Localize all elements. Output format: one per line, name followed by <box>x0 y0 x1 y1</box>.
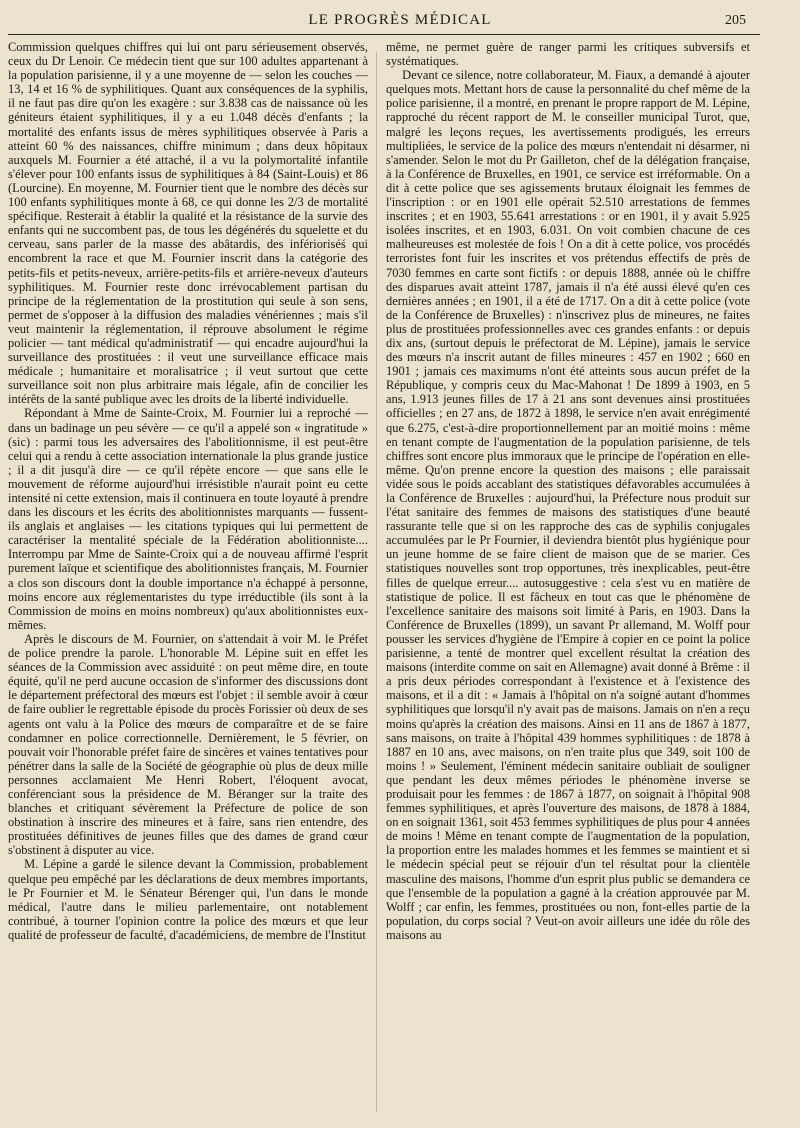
right-column <box>386 40 750 942</box>
paragraph: même, ne permet guère de ranger parmi les critiques subversifs et systématiques. <box>386 40 750 69</box>
journal-title: LE PROGRÈS MÉDICAL <box>308 12 492 28</box>
page-number: 205 <box>725 13 746 28</box>
paragraph: Commission quelques chiffres qui lui ont paru sérieusement observés, ceux du Dr Lenoir. Ce médecin tient que sur 100 adultes appartenant à la population parisienne, il y a une moyenne de — selon les couches — 13, 14 et 16 % de syphilitiques. Quant aux conséquences de la syphilis, il ne faut pas dire qu'on les exagère : sur 3.838 cas de naissance où les géniteurs étaient syphilitiques, il y a eu 1.048 décès d'enfants ; la mortalité des enfants issus de mères syphilitiques observée à Paris a atteint 60 % des naissances, chiffre minimum ; dans deux hôpitaux auxquels M. Fournier a été attaché, il a vu la polymortalité infantile s'élever pour 100 enfants issus de syphilitiques à 84 (Saint-Louis) et 86 (Lourcine). En moyenne, M. Fournier tient que le nombre des décès sur 100 enfants syphilitiques monte à 68, ce qui donne les 2/3 de mortalité spécifique. Resterait à établir la qualité et la résistance de la survie des enfants qui ne succombent pas, de tous les dégénérés du squelette et du cerveau, sans parler de la masse des abâtardis, des inférioriséś qui encombrent la race et que M. Fournier inscrit dans la catégorie des petits-fils et petits-neveux, arrière-petits-fils et arrière-neveux d'auteurs syphilitiques. M. Fournier reste donc irrévocablement partisan du principe de la réglementation de la prostitution qui seule à son sens, permet de s'opposer à la diffusion des maladies vénériennes ; mais s'il veut maintenir la réglementation, il réprouve absolument le régime policier — tant médical qu'administratif — qui encadre aujourd'hui la surveillance des prostituées : il veut une surveillance efficace mais médicale ; humanitaire et moralisatrice ; il veut surtout que cette surveillance soit non plus arbitraire mais légale, afin de concilier les intérêts de la santé publique avec les droits de la liberté individuelle. <box>8 40 368 407</box>
paragraph: Après le discours de M. Fournier, on s'attendait à voir M. le Préfet de police prendre la parole. L'honorable M. Lépine suit en effet les séances de la Commission avec assiduité : on peut même dire, en toute équité, qu'il ne perd aucune occasion de s'informer des discussions dont le département préfectoral des mœurs est l'objet : il semble avoir à cœur de faire oublier le regrettable épisode du procès Forissier où deux de ses agents ont valu à la Police des mœurs de comparaître et de se faire condamner en police correctionnelle. Dernièrement, le 5 février, on pouvait voir l'honorable préfet faire de sincères et vaines tentatives pour pénétrer dans la salle de la Société de géographie où plus de deux mille personnes acclamaient Me Henri Robert, l'éloquent avocat, conférenciant sous la présidence de M. Béranger sur la traite des blanches et critiquant sévèrement la Préfecture de police de son obstination à inscrire des mineures et à faire, sans rien entendre, des prostituées définitives de jeunes filles que des dames de grand cœur s'obstinent à disputer au vice. <box>8 631 368 858</box>
paragraph: M. Lépine a gardé le silence devant la Commission, probablement quelque peu empêché par les déclarations de deux membres importants, le Pr Fournier et M. le Sénateur Bérenger qui, l'un dans le monde médical, l'autre dans le milieu parlementaire, ont notablement contribué, à tourner l'opinion contre la police des mœurs et que leur qualité de professeur de faculté, d'académiciens, de membre de l'Institut <box>8 857 368 942</box>
page-header <box>0 10 800 32</box>
paragraph: Répondant à Mme de Sainte-Croix, M. Fournier lui a reproché — dans un badinage un peu sévère — ce qu'il a appelé son « ingratitude » (sic) : parmi tous les adversaires des l'abolitionnisme, il est peut-être celui qui a rendu à cette association internationale la plus grande justice ; il a dit jusqu'à dire — ce qu'il répète encore — que sans elle le mouvement de réforme aujourd'hui irrésistible n'aurait point eu cette intensité ni cette extension, mais il continuera en toute loyauté à prendre dans les discours et les écrits des abolitionnistes marquants — fussent-ils anglais et anglaises — les citations typiques qui lui permettent de caractériser la mentalité spéciale de la Fédération abolitionniste.... Interrompu par Mme de Sainte-Croix qui a de nouveau affirmé l'esprit purement laïque et scientifique des abolitionnistes français, M. Fournier a clos son discours dont la double importance n'a échappé à personne, moins encore aux réglementaristes du type irréductible (ils sont à la Commission de moins en moins nombreux) qu'aux abolitionnistes eux-mêmes. <box>8 406 368 632</box>
left-column <box>8 40 368 942</box>
paragraph: Devant ce silence, notre collaborateur, M. Fiaux, a demandé à ajouter quelques mots. Mettant hors de cause la personnalité du chef même de la police parisienne, il a montré, en prenant le propre rapport de M. Lépine, rapproché du récent rapport de M. le conseiller municipal Turot, que, malgré les leçons reçues, les avertissements prodigués, les erreurs multipliées, le service de la police des mœurs n'entendait ni désarmer, ni s'amender. Selon le mot du Pr Gailleton, chef de la délégation française, à la Conférence de Bruxelles, en 1901, ce service est irréformable. On a dit à cette police que ses agissements brutaux éloignait les femmes de l'inscription : or en 1901 elle opérait 52.510 arrestations de femmes inscrites ; et en 1903, 55.641 arrestations : or en 1901, il y avait 5.925 isolées inscrites, et en 1903, 6.031. On voit combien chacune de ces malheureuses est molestée de fois ! On a dit à cette police, vos procédés terroristes font fuir les inscrites et vos prétendus effectifs de près de 7030 femmes en carte sont fictifs : or depuis 1888, année où le chiffre des disparues avait atteint 1787, jamais il n'a été aussi élevé qu'en ces dernières années ; en 1901, il a été de 1717. On a dit à cette police (vote de la Conférence de Bruxelles) : n'inscrivez plus de mineures, ne faites plus de prostituées professionnelles avec ces grandes enfants : or depuis dix ans, (surtout depuis le préfectorat de M. Lépine), jamais le service des mœurs n'a inscrit autant de filles mineures : 457 en 1902 ; 660 en 1901 ; jamais ces maximums n'ont été atteints sous aucun préfet de la République, y compris ceux du Mac-Mahonat ! De 1899 à 1903, en 5 ans, 1.913 jeunes filles de 17 à 21 ans sont devenues ainsi prostituées officielles ; en 27 ans, de 1872 à 1898, le service n'en avait enrégimenté que 6.275, c'est-à-dire proportionnellement par an moitié moins : même en tenant compte de l'augmentation de la population parisienne, de tels chiffres sont encore plus immoraux que le principe de l'opération en elle-même. Qu'on prenne encore la question des maisons ; elle paraissait vidée sous le poids accablant des statistiques défavorables accumulées à la Conférence de Bruxelles : aujourd'hui, la Préfecture nous produit sur l'état sanitaire des femmes de maisons des statistiques d'une beauté rassurante telle que si on les rapproche des cas de syphilis conjugales accumulées par le Pr Fournier, il deviendra bientôt plus hygiénique pour un jeune homme de se faire client de maison que de se marier. Ces statistiques nouvelles sont trop opportunes, très inexplicables, peut-être filles de quelque erreur.... autosuggestive : cela s'est vu en matière de statistique de police. Il est fâcheux en tout cas que le phénomène de l'excellence sanitaire des maisons soit limité à Paris, en 1903. Dans la Conférence de Bruxelles (1899), un savant Pr allemand, M. Wolff pour pousser les services d'hygiène de l'Empire à copier en ce point la police parisienne, a tenté de montrer quel excellent résultat la création des maisons (interdite comme on sait en Allemagne) avait donné à Brême : il a pris deux périodes correspondant à l'existence et à l'existence des maisons, et il a dit : « Jamais à l'hôpital on n'a soigné autant d'hommes syphilitiques que lorsqu'il n'y avait pas de maisons. Jamais on n'en a reçu moins qu'après la création des maisons. Ainsi en 11 ans de 1867 à 1877, sans maisons, on traite à l'hôpital 439 hommes syphilitiques : de 1878 à 1887 en 10 ans, avec maisons, on n'en traite plus que 349, soit 100 de moins ! » Seulement, l'éminent médecin sanitaire oubliait de souligner que pendant les deux mêmes périodes le phénomène inverse se produisait pour les femmes : de 1867 à 1877, on soignait à l'hôpital 908 femmes syphilitiques, et après l'ouverture des maisons, de 1878 à 1884, on en soignait 1361, soit 453 femmes syphilitiques de plus pour 4 années de moins ! Même en tenant compte de l'augmentation de la population, la proportion entre les malades hommes et les femmes se maintient et si le médecin spécial peut se réjouir d'un tel résultat pour la clientèle masculine des maisons, l'homme d'un esprit plus public se demandera ce que l'ensemble de la population a gagné à la création approuvée par M. Wolff ; car enfin, les femmes, prostituées ou non, font-elles partie de la population, du corps social ? Veut-on avoir ailleurs une idée du rôle des maisons au <box>386 68 750 942</box>
header-rule <box>8 34 760 35</box>
column-divider <box>376 52 377 1112</box>
